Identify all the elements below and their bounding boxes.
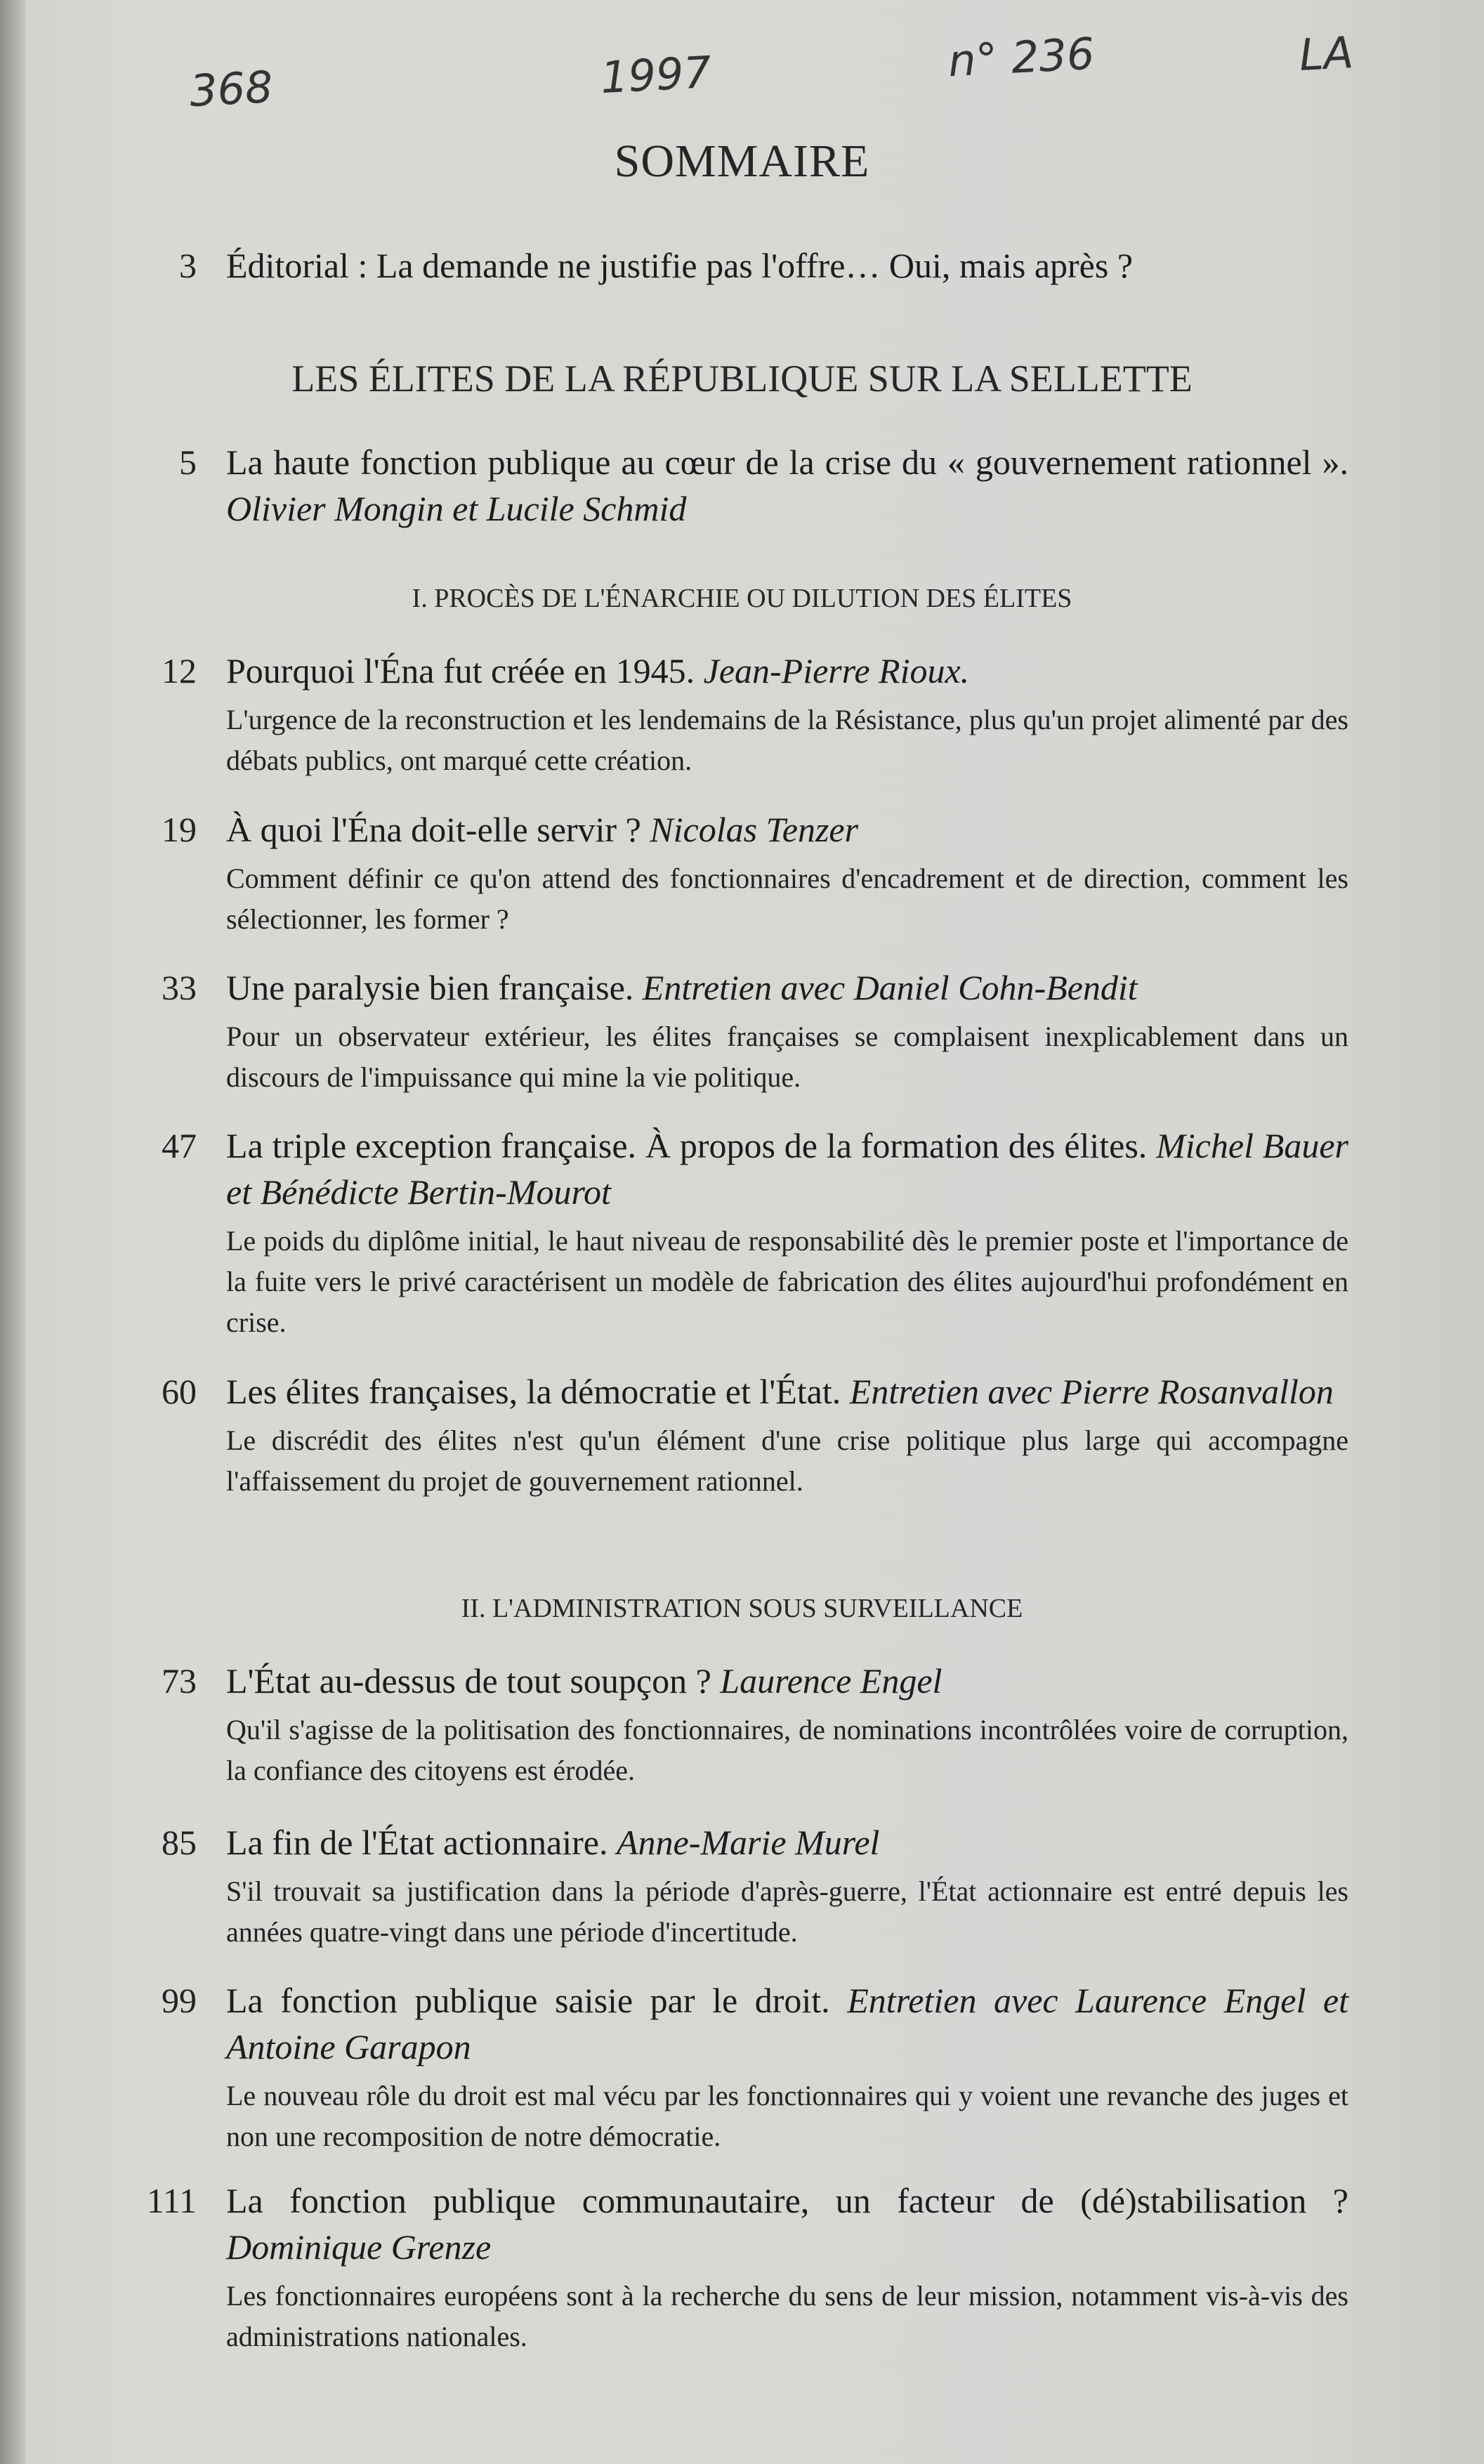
page-number: 73 [162,1661,197,1700]
entry-title [226,964,1348,1011]
entry-title-text: La fonction publique communautaire, un facteur de (dé)stabilisation ? [226,2181,1348,2220]
toc-entry [126,1122,1348,1343]
entry-description: S'il trouvait sa justification dans la période d'après-guerre, l'État actionnaire est entré depuis les années quatre-vingt dans une période d'incertitude. [226,1875,1348,1948]
entry-description: Qu'il s'agisse de la politisation des fonctionnaires, de nominations incontrôlées voire de corruption, la confiance des citoyens est érodée. [226,1714,1348,1786]
section-heading-2: II. L'ADMINISTRATION SOUS SURVEILLANCE [461,1594,1023,1623]
page-number: 12 [162,651,197,690]
entry-title-text: La fonction publique saisie par le droit. [226,1981,830,2020]
entry-title: Éditorial : La demande ne justifie pas l'offre… Oui, mais après ? [226,246,1134,285]
page-title: SOMMAIRE [614,136,870,187]
page-number: 111 [146,2181,197,2220]
toc-entry [126,1977,1348,2157]
toc-entry [126,1368,1348,1502]
entry-title [226,439,1348,532]
page-number: 5 [179,443,197,482]
entry-description: L'urgence de la reconstruction et les lendemains de la Résistance, plus qu'un projet alimenté par des débats publics, ont marqué cette création. [226,704,1348,776]
entry-title [226,2177,1348,2270]
entry-author: Entretien avec Pierre Rosanvallon [849,1372,1334,1411]
entry-description: Pour un observateur extérieur, les élites françaises se complaisent inexplicablement dans un discours de l'impuissance qui mine la vie politique. [226,1021,1348,1093]
entry-title-text: À quoi l'Éna doit-elle servir ? [226,810,641,849]
handwritten-note-issue: n° 236 [947,27,1096,87]
entry-title-text: Pourquoi l'Éna fut créée en 1945. [226,651,695,690]
entry-title-text: La triple exception française. À propos de la formation des élites. [226,1126,1148,1165]
entry-title-text: La fin de l'État actionnaire. [226,1823,608,1862]
page-number: 19 [162,810,197,849]
entry-title [226,1122,1348,1215]
handwritten-note-left: 368 [188,60,275,117]
toc-entry [126,1819,1348,1953]
toc-entry [126,806,1348,940]
entry-description: Comment définir ce qu'on attend des fonctionnaires d'encadrement et de direction, comment les sélectionner, les former ? [226,863,1348,935]
page-number: 60 [162,1372,197,1411]
section-heading-1: I. PROCÈS DE L'ÉNARCHIE OU DILUTION DES ÉLITES [412,584,1072,613]
handwritten-note-initials: LA [1298,27,1355,81]
entry-author: Entretien avec Daniel Cohn-Bendit [642,968,1138,1007]
page-number: 33 [162,968,197,1007]
entry-title-text: L'État au-dessus de tout soupçon ? [226,1661,711,1700]
toc-entry [126,1658,1348,1791]
entry-title [226,648,1348,694]
entry-title-text: Une paralysie bien française. [226,968,634,1007]
toc-entry-editorial [126,242,1348,289]
entry-description: Le discrédit des élites n'est qu'un élément d'une crise politique plus large qui accompagne l'affaissement du projet de gouvernement rationnel. [226,1424,1348,1497]
entry-author: Michel Bauer et Bénédicte Bertin-Mourot [226,1126,1348,1212]
entry-description: Le nouveau rôle du droit est mal vécu par les fonctionnaires qui y voient une revanche des juges et non une recomposition de notre démocratie. [226,2080,1348,2152]
handwritten-note-year: 1997 [599,46,713,104]
entry-title [226,1977,1348,2070]
entry-description: Les fonctionnaires européens sont à la recherche du sens de leur mission, notamment vis-à-vis des administrations nationales. [226,2280,1348,2352]
entry-author: Dominique Grenze [226,2227,492,2267]
entry-author: Jean-Pierre Rioux. [703,651,970,690]
toc-entry [126,648,1348,781]
theme-title: LES ÉLITES DE LA RÉPUBLIQUE SUR LA SELLETTE [291,358,1193,400]
page-number: 3 [179,246,197,285]
entry-author: Olivier Mongin et Lucile Schmid [226,489,687,528]
entry-author: Anne-Marie Murel [616,1823,880,1862]
page-number: 99 [162,1981,197,2020]
entry-author: Entretien avec Laurence Engel et Antoine Garapon [226,1981,1349,2066]
page-number: 85 [162,1823,197,1862]
entry-title-text: La haute fonction publique au cœur de la crise du « gouvernement rationnel ». [226,443,1348,482]
page-number: 47 [162,1126,197,1165]
toc-entry [126,2177,1348,2357]
entry-title [226,1819,1348,1866]
entry-title [226,1368,1348,1415]
entry-author: Nicolas Tenzer [650,810,859,849]
entry-author: Laurence Engel [720,1661,943,1700]
entry-title-text: Les élites françaises, la démocratie et l'État. [226,1372,841,1411]
toc-entry [126,964,1348,1098]
entry-title [226,806,1348,853]
entry-description: Le poids du diplôme initial, le haut niveau de responsabilité dès le premier poste et l'importance de la fuite vers le privé caractérisent un modèle de fabrication des élites aujourd'hui profondément en crise. [226,1225,1348,1338]
toc-entry-intro [126,439,1348,532]
entry-title [226,1658,1348,1704]
